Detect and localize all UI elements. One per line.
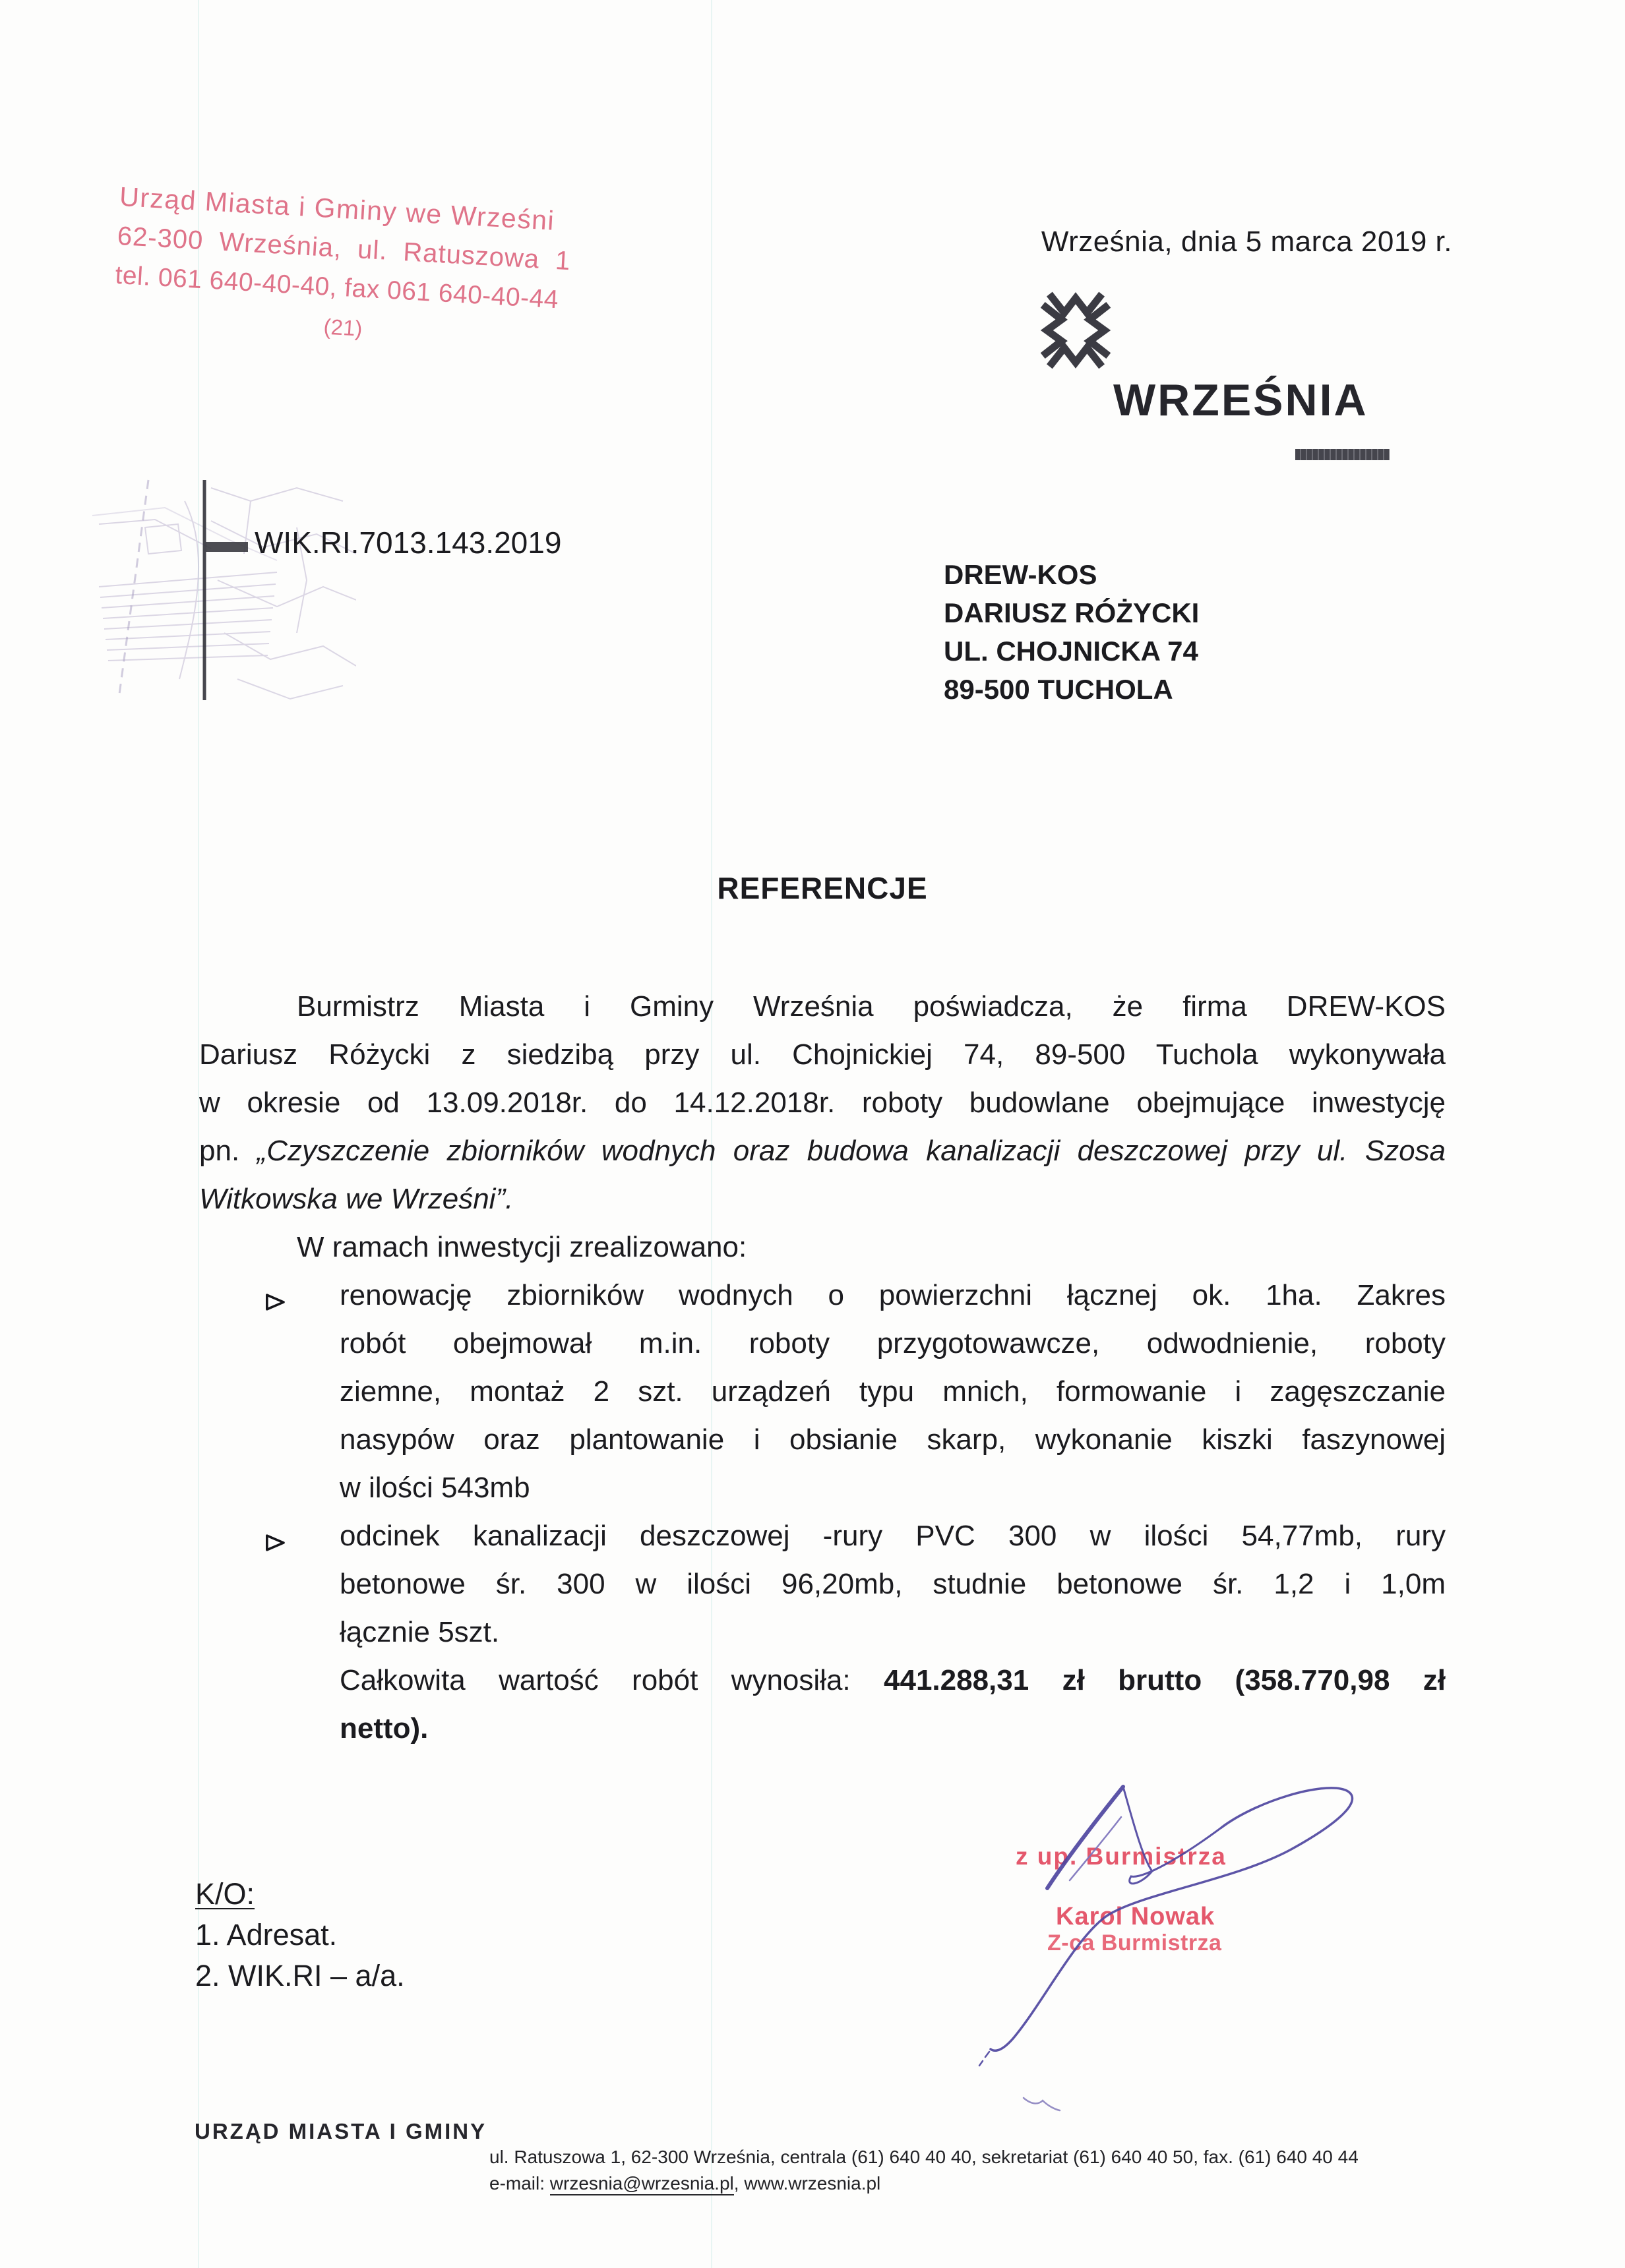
signer-role-stamp: Z-ca Burmistrza [1047, 1930, 1222, 1955]
distribution-heading: K/O: [195, 1877, 255, 1911]
stamp-line: 62-300 Września, ul. Ratuszowa 1 [116, 221, 572, 276]
intro-paragraph: Burmistrz Miasta i Gminy Września poświadcza, że firma DREW-KOS Dariusz Różycki z siedzibą przy ul. Chojnickiej 74, 89-500 Tuchola wykonywała w okresie od 13.09.2018r. do 14.12.2018r. roboty budowlane obejmujące inwestycję pn. „Czyszczenie zbiorników wodnych oraz budowa kanalizacji deszczowej przy ul. Szosa Witkowska we Wrześni”. W ramach inwestycji zrealizowano: [199, 990, 1446, 1263]
signature-authorization-stamp: z up. Burmistrza [1016, 1843, 1227, 1870]
signer-name-stamp: Karol Nowak [1056, 1903, 1215, 1930]
date-line: Września, dnia 5 marca 2019 r. [1041, 225, 1452, 258]
stamp-line: (21) [322, 314, 363, 341]
reference-number: WIK.RI.7013.143.2019 [255, 525, 562, 560]
sender-address-stamp [112, 177, 621, 363]
signature-ink [923, 1727, 1398, 2136]
list-item-sewer: odcinek kanalizacji deszczowej -rury PVC 300 w ilości 54,77mb, rury betonowe śr. 300 w ilości 96,20mb, studnie betonowe śr. 1,2 i 1,0m łącznie 5szt. [199, 1512, 1446, 1656]
map-watermark [13, 462, 356, 738]
office-name: URZĄD MIASTA I GMINY [195, 2119, 487, 2143]
recipient-address: DREW-KOS DARIUSZ RÓŻYCKI UL. CHOJNICKA 74 89-500 TUCHOLA [944, 559, 1200, 705]
document-title: REFERENCJE [717, 871, 928, 905]
arrowhead-bullet-icon [264, 1520, 288, 1568]
stamp-line: Urząd Miasta i Gminy we Wrześni [119, 181, 556, 236]
logo-wordmark: WRZEŚNIA [1113, 375, 1368, 425]
arrowhead-bullet-icon [264, 1279, 288, 1327]
logo-underline-bar [1295, 449, 1390, 460]
distribution-items: 1. Adresat. 2. WIK.RI – a/a. [195, 1918, 405, 1992]
body-text [199, 982, 1446, 1752]
logo-starburst-icon [1039, 289, 1113, 375]
total-value-line: Całkowita wartość robót wynosiła: 441.288,31 zł brutto (358.770,98 zł netto). [340, 1664, 1446, 1745]
distribution-list [195, 1874, 405, 1996]
footer-address: ul. Ratuszowa 1, 62-300 Września, centrala (61) 640 40 40, sekretariat (61) 640 40 50, fax. (61) 640 40 44 e-mail: wrzesnia@wrzesnia.pl, www.wrzesnia.pl [489, 2144, 1446, 2197]
stamp-line: tel. 061 640-40-40, fax 061 640-40-44 [114, 260, 560, 314]
list-item-renovation: renowację zbiorników wodnych o powierzchni łącznej ok. 1ha. Zakres robót obejmował m.in. roboty przygotowawcze, odwodnienie, roboty ziemne, montaż 2 szt. urządzeń typu mnich, formowanie i zagęszczanie nasypów oraz plantowanie i obsianie skarp, wykonanie kiszki faszynowej w ilości 543mb [199, 1271, 1446, 1512]
